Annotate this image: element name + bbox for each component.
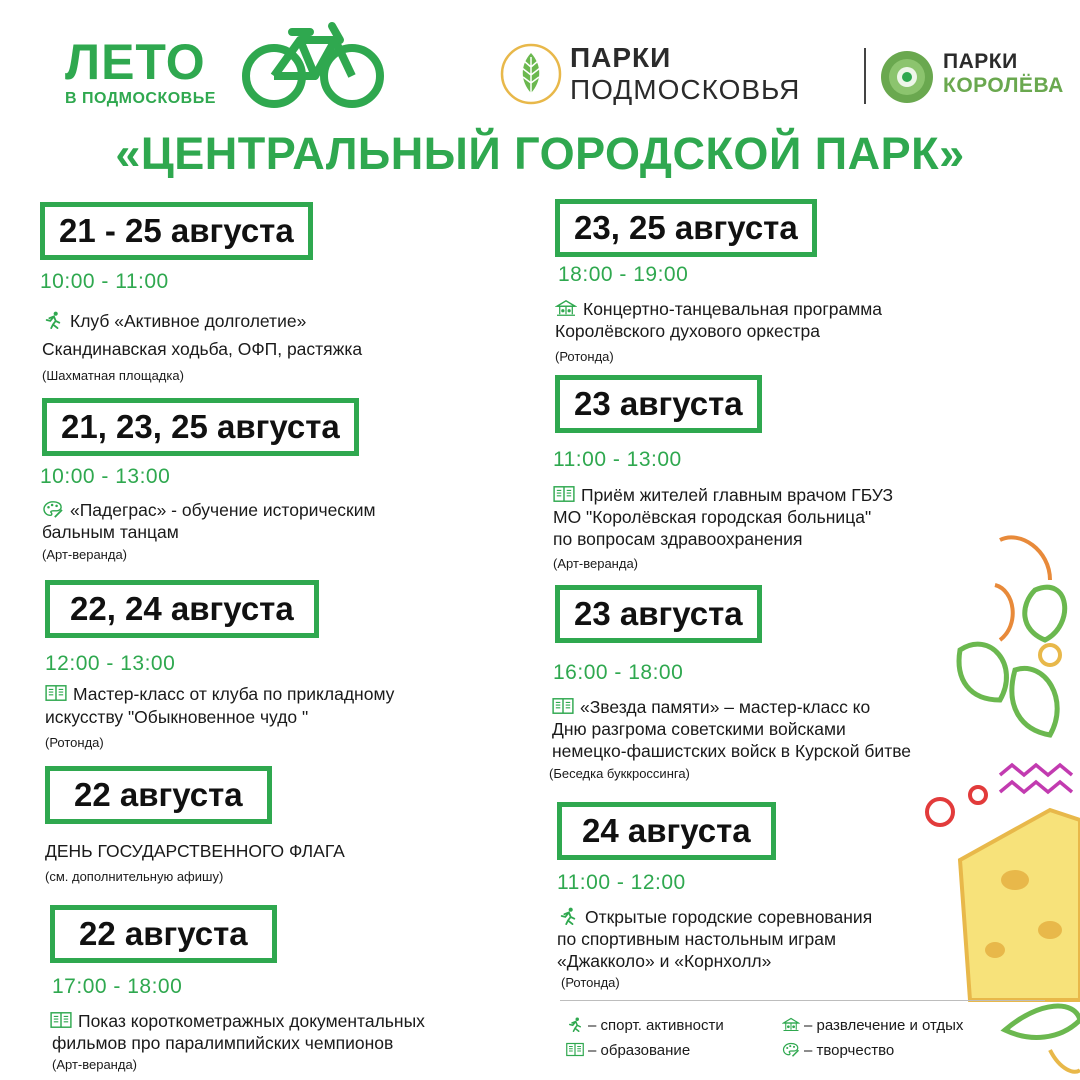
event-title: Показ короткометражных документальных	[78, 1011, 425, 1031]
date-box: 23 августа	[555, 375, 762, 433]
event-place: (Арт-веранда)	[42, 547, 128, 562]
korolev-line1: ПАРКИ	[943, 50, 1018, 73]
palette-icon	[42, 500, 64, 518]
event-place: (Ротонда)	[561, 975, 620, 990]
event-place: (Арт-веранда)	[553, 556, 639, 571]
korolev-line2: КОРОЛЁВА	[943, 74, 1064, 97]
event-time: 11:00 - 13:00	[553, 448, 682, 471]
event-description: Дню разгрома советскими войсками	[552, 719, 846, 739]
header-divider	[864, 48, 866, 104]
event-title: Концертно-танцевальная программа	[583, 299, 882, 319]
event-title: Клуб «Активное долголетие»	[70, 311, 307, 331]
decorative-food-illustration	[900, 530, 1080, 1080]
leto-logo	[65, 34, 216, 108]
sport-icon	[557, 907, 579, 925]
legend-sport: – спорт. активности	[588, 1017, 724, 1034]
event-time: 11:00 - 12:00	[557, 871, 686, 894]
date-box: 21, 23, 25 августа	[42, 398, 359, 456]
event-description: по спортивным настольным играм	[557, 929, 837, 949]
leto-word: ЛЕТО	[65, 34, 206, 90]
event-place: (см. дополнительную афишу)	[45, 869, 224, 884]
event-title: «Звезда памяти» – мастер-класс ко	[580, 697, 871, 717]
date-box: 22 августа	[50, 905, 277, 963]
date-box: 22 августа	[45, 766, 272, 824]
book-icon	[553, 485, 575, 503]
event-time: 16:00 - 18:00	[553, 661, 684, 684]
parki-podmoskovya-logo-icon	[500, 43, 562, 105]
page-title: «ЦЕНТРАЛЬНЫЙ ГОРОДСКОЙ ПАРК»	[115, 128, 965, 179]
event-title: «Падеграс» - обучение историческим	[70, 500, 376, 520]
date-box: 23, 25 августа	[555, 199, 817, 257]
event-description: бальным танцам	[42, 522, 179, 542]
legend-divider	[560, 1000, 1045, 1001]
bicycle-icon	[240, 18, 385, 110]
event-time: 12:00 - 13:00	[45, 652, 176, 675]
book-icon	[566, 1042, 584, 1057]
event-description: Скандинавская ходьба, ОФП, растяжка	[42, 339, 363, 359]
legend-creativity: – творчество	[804, 1042, 895, 1059]
parki-koroleva-text	[943, 50, 1064, 98]
event-place: (Ротонда)	[555, 349, 614, 364]
event-description: МО "Королёвская городская больница"	[553, 507, 872, 527]
event-title: Мастер-класс от клуба по прикладному	[73, 684, 395, 704]
carousel-icon	[782, 1017, 800, 1032]
parki-line1: ПАРКИ	[570, 42, 672, 73]
palette-icon	[782, 1042, 800, 1057]
date-box: 21 - 25 августа	[40, 202, 313, 260]
event-place: (Ротонда)	[45, 735, 104, 750]
event-title: Открытые городские соревнования	[585, 907, 873, 927]
event-place: (Шахматная площадка)	[42, 368, 184, 383]
event-time: 10:00 - 11:00	[40, 270, 169, 293]
parki-line2: ПОДМОСКОВЬЯ	[570, 74, 801, 105]
event-title: ДЕНЬ ГОСУДАРСТВЕННОГО ФЛАГА	[45, 841, 345, 861]
parki-podmoskovya-text	[570, 42, 800, 106]
event-time: 18:00 - 19:00	[558, 263, 689, 286]
legend-entertainment: – развлечение и отдых	[804, 1017, 964, 1034]
book-icon	[50, 1011, 72, 1029]
date-box: 24 августа	[557, 802, 776, 860]
carousel-icon	[555, 299, 577, 317]
date-box: 22, 24 августа	[45, 580, 319, 638]
sport-icon	[566, 1017, 584, 1032]
parki-koroleva-logo-icon	[880, 50, 934, 104]
event-description: фильмов про паралимпийских чемпионов	[52, 1033, 394, 1053]
event-place: (Арт-веранда)	[52, 1057, 138, 1072]
event-description: «Джакколо» и «Корнхолл»	[557, 951, 772, 971]
leto-sub: В ПОДМОСКОВЬЕ	[65, 90, 216, 107]
event-title: Приём жителей главным врачом ГБУЗ	[581, 485, 894, 505]
book-icon	[552, 697, 574, 715]
date-box: 23 августа	[555, 585, 762, 643]
sport-icon	[42, 311, 64, 329]
event-time: 10:00 - 13:00	[40, 465, 171, 488]
book-icon	[45, 684, 67, 702]
event-time: 17:00 - 18:00	[52, 975, 183, 998]
event-description: немецко-фашистских войск в Курской битве	[552, 741, 912, 761]
event-description: искусству "Обыкновенное чудо "	[45, 707, 309, 727]
legend-education: – образование	[588, 1042, 691, 1059]
event-place: (Беседка буккроссинга)	[549, 766, 690, 781]
event-description: по вопросам здравоохранения	[553, 529, 803, 549]
event-description: Королёвского духового оркестра	[555, 321, 820, 341]
